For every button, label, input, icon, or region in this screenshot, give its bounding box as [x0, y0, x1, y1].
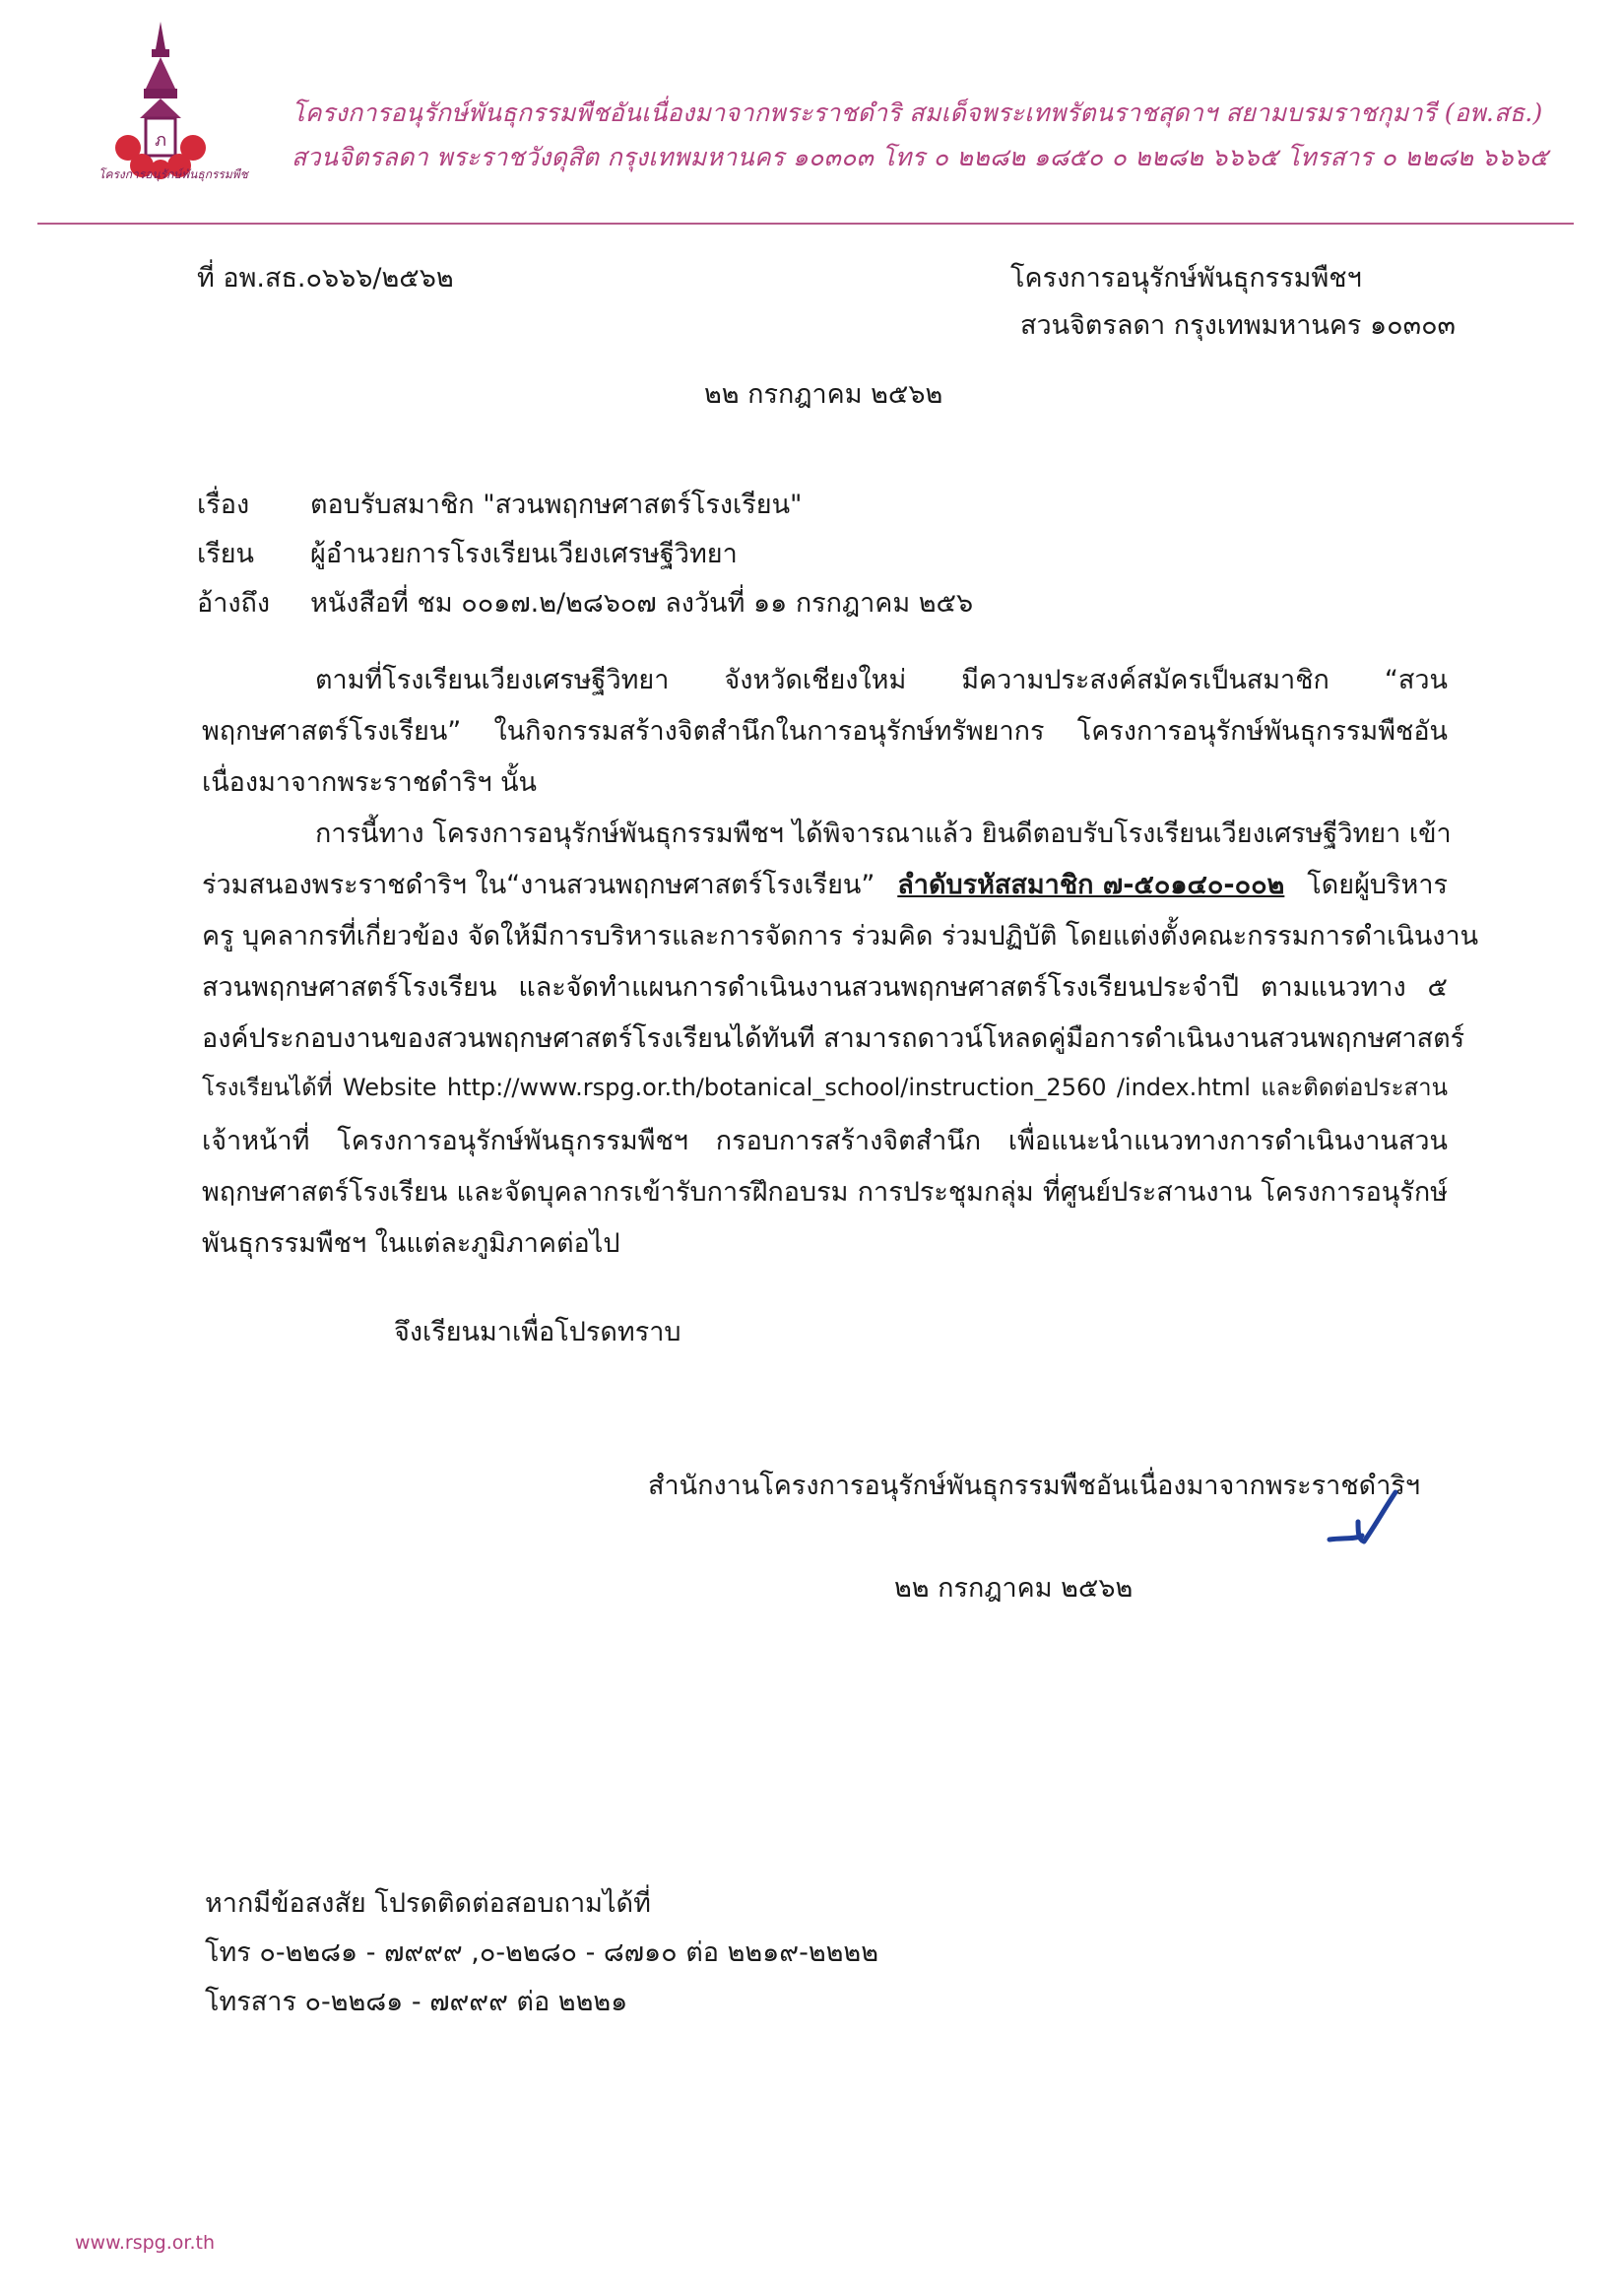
- logo-caption: โครงการอนุรักษ์พันธุกรรมพืช: [98, 167, 248, 181]
- paragraph-2-line-6: โรงเรียนได้ที่ Website http://www.rspg.or.th/botanical_school/instruction_2560 /index.html และติดต่อประสาน: [202, 1074, 1448, 1101]
- paragraph-2-line-2-text-c: โดยผู้บริหาร: [1307, 870, 1448, 900]
- recipient-value: ผู้อำนวยการโรงเรียนเวียงเศรษฐีวิทยา: [310, 539, 738, 569]
- member-code: ลำดับรหัสสมาชิก ๗-๕๐๑๔๐-๐๐๒: [897, 870, 1285, 900]
- subject-value: ตอบรับสมาชิก "สวนพฤกษศาสตร์โรงเรียน": [310, 490, 803, 520]
- letterhead-line-2: สวนจิตรลดา พระราชวังดุสิต กรุงเทพมหานคร ๑๐๓๐๓ โทร ๐ ๒๒๘๒ ๑๘๕๐ ๐ ๒๒๘๒ ๖๖๖๕ โทรสาร ๐ ๒๒๘๒ ๖๖๖๕: [292, 143, 1549, 171]
- paragraph-2-line-2-text-a: ร่วมสนองพระราชดำริฯ ใน“งานสวนพฤกษศาสตร์โรงเรียน”: [202, 870, 875, 900]
- subject-label: เรื่อง: [197, 490, 250, 520]
- sender-org-name: โครงการอนุรักษ์พันธุกรรมพืชฯ: [1010, 263, 1362, 294]
- paragraph-2-line-3: ครู บุคลากรที่เกี่ยวข้อง จัดให้มีการบริหารและการจัดการ ร่วมคิด ร่วมปฏิบัติ โดยแต่งตั้งคณะกรรมการดำเนินงาน: [202, 921, 1479, 951]
- letterhead-line-1: โครงการอนุรักษ์พันธุกรรมพืชอันเนื่องมาจากพระราชดำริ สมเด็จพระเทพรัตนราชสุดาฯ สยามบรมราชกุมารี (อพ.สธ.): [292, 98, 1543, 127]
- paragraph-2-line-5: องค์ประกอบงานของสวนพฤกษศาสตร์โรงเรียนได้ทันที สามารถดาวน์โหลดคู่มือการดำเนินงานสวนพฤกษศาสตร์: [202, 1023, 1465, 1054]
- reference-row: [197, 581, 973, 623]
- paragraph-2-line-2: [202, 863, 1448, 905]
- handwritten-signature: [1325, 1482, 1403, 1551]
- sender-org-address: สวนจิตรลดา กรุงเทพมหานคร ๑๐๓๐๓: [1020, 310, 1457, 341]
- letterhead-divider: [37, 223, 1574, 225]
- footer-website: www.rspg.or.th: [75, 2232, 216, 2254]
- reference-value: หนังสือที่ ชม ๐๐๑๗.๒/๒๘๖๐๗ ลงวันที่ ๑๑ กรกฎาคม ๒๕๖: [310, 588, 974, 619]
- contact-phone: โทร ๐-๒๒๘๑ - ๗๙๙๙ ,๐-๒๒๘๐ - ๘๗๑๐ ต่อ ๒๒๑๙-๒๒๒๒: [205, 1937, 879, 1968]
- closing-text: จึงเรียนมาเพื่อโปรดทราบ: [394, 1317, 681, 1347]
- paragraph-1-line-2: พฤกษศาสตร์โรงเรียน” ในกิจกรรมสร้างจิตสำนึกในการอนุรักษ์ทรัพยากร โครงการอนุรักษ์พันธุกรรมพืชอัน: [202, 716, 1448, 747]
- subject-row: [197, 483, 802, 525]
- recipient-row: [197, 532, 738, 574]
- paragraph-2-line-7: เจ้าหน้าที่ โครงการอนุรักษ์พันธุกรรมพืชฯ กรอบการสร้างจิตสำนึก เพื่อแนะนำแนวทางการดำเนินงานสวน: [202, 1126, 1448, 1156]
- paragraph-2-line-1: การนี้ทาง โครงการอนุรักษ์พันธุกรรมพืชฯ ได้พิจารณาแล้ว ยินดีตอบรับโรงเรียนเวียงเศรษฐีวิทยา เข้า: [315, 819, 1452, 849]
- paragraph-2-line-4: สวนพฤกษศาสตร์โรงเรียน และจัดทำแผนการดำเนินงานสวนพฤกษศาสตร์โรงเรียนประจำปี ตามแนวทาง ๕: [202, 972, 1448, 1003]
- signature-office: สำนักงานโครงการอนุรักษ์พันธุกรรมพืชอันเนื่องมาจากพระราชดำริฯ: [648, 1471, 1421, 1501]
- letter-date: ๒๒ กรกฎาคม ๒๕๖๒: [704, 379, 943, 410]
- paragraph-1-line-1: ตามที่โรงเรียนเวียงเศรษฐีวิทยา จังหวัดเชียงใหม่ มีความประสงค์สมัครเป็นสมาชิก “สวน: [315, 665, 1448, 695]
- recipient-label: เรียน: [197, 539, 255, 569]
- signature-date: ๒๒ กรกฎาคม ๒๕๖๒: [894, 1573, 1134, 1604]
- reference-number: ที่ อพ.สธ.๐๖๖๖/๒๕๖๒: [197, 263, 454, 294]
- paragraph-2-line-8: พฤกษศาสตร์โรงเรียน และจัดบุคลากรเข้ารับการฝึกอบรม การประชุมกลุ่ม ที่ศูนย์ประสานงาน โครงการอนุรักษ์: [202, 1177, 1448, 1208]
- svg-text:ภ: ภ: [155, 130, 166, 151]
- contact-fax: โทรสาร ๐-๒๒๘๑ - ๗๙๙๙ ต่อ ๒๒๒๑: [205, 1987, 628, 2017]
- contact-title: หากมีข้อสงสัย โปรดติดต่อสอบถามได้ที่: [205, 1888, 651, 1919]
- paragraph-1-line-3: เนื่องมาจากพระราชดำริฯ นั้น: [202, 767, 538, 798]
- reference-label: อ้างถึง: [197, 588, 271, 619]
- paragraph-2-line-9: พันธุกรรมพืชฯ ในแต่ละภูมิภาคต่อไป: [202, 1228, 620, 1259]
